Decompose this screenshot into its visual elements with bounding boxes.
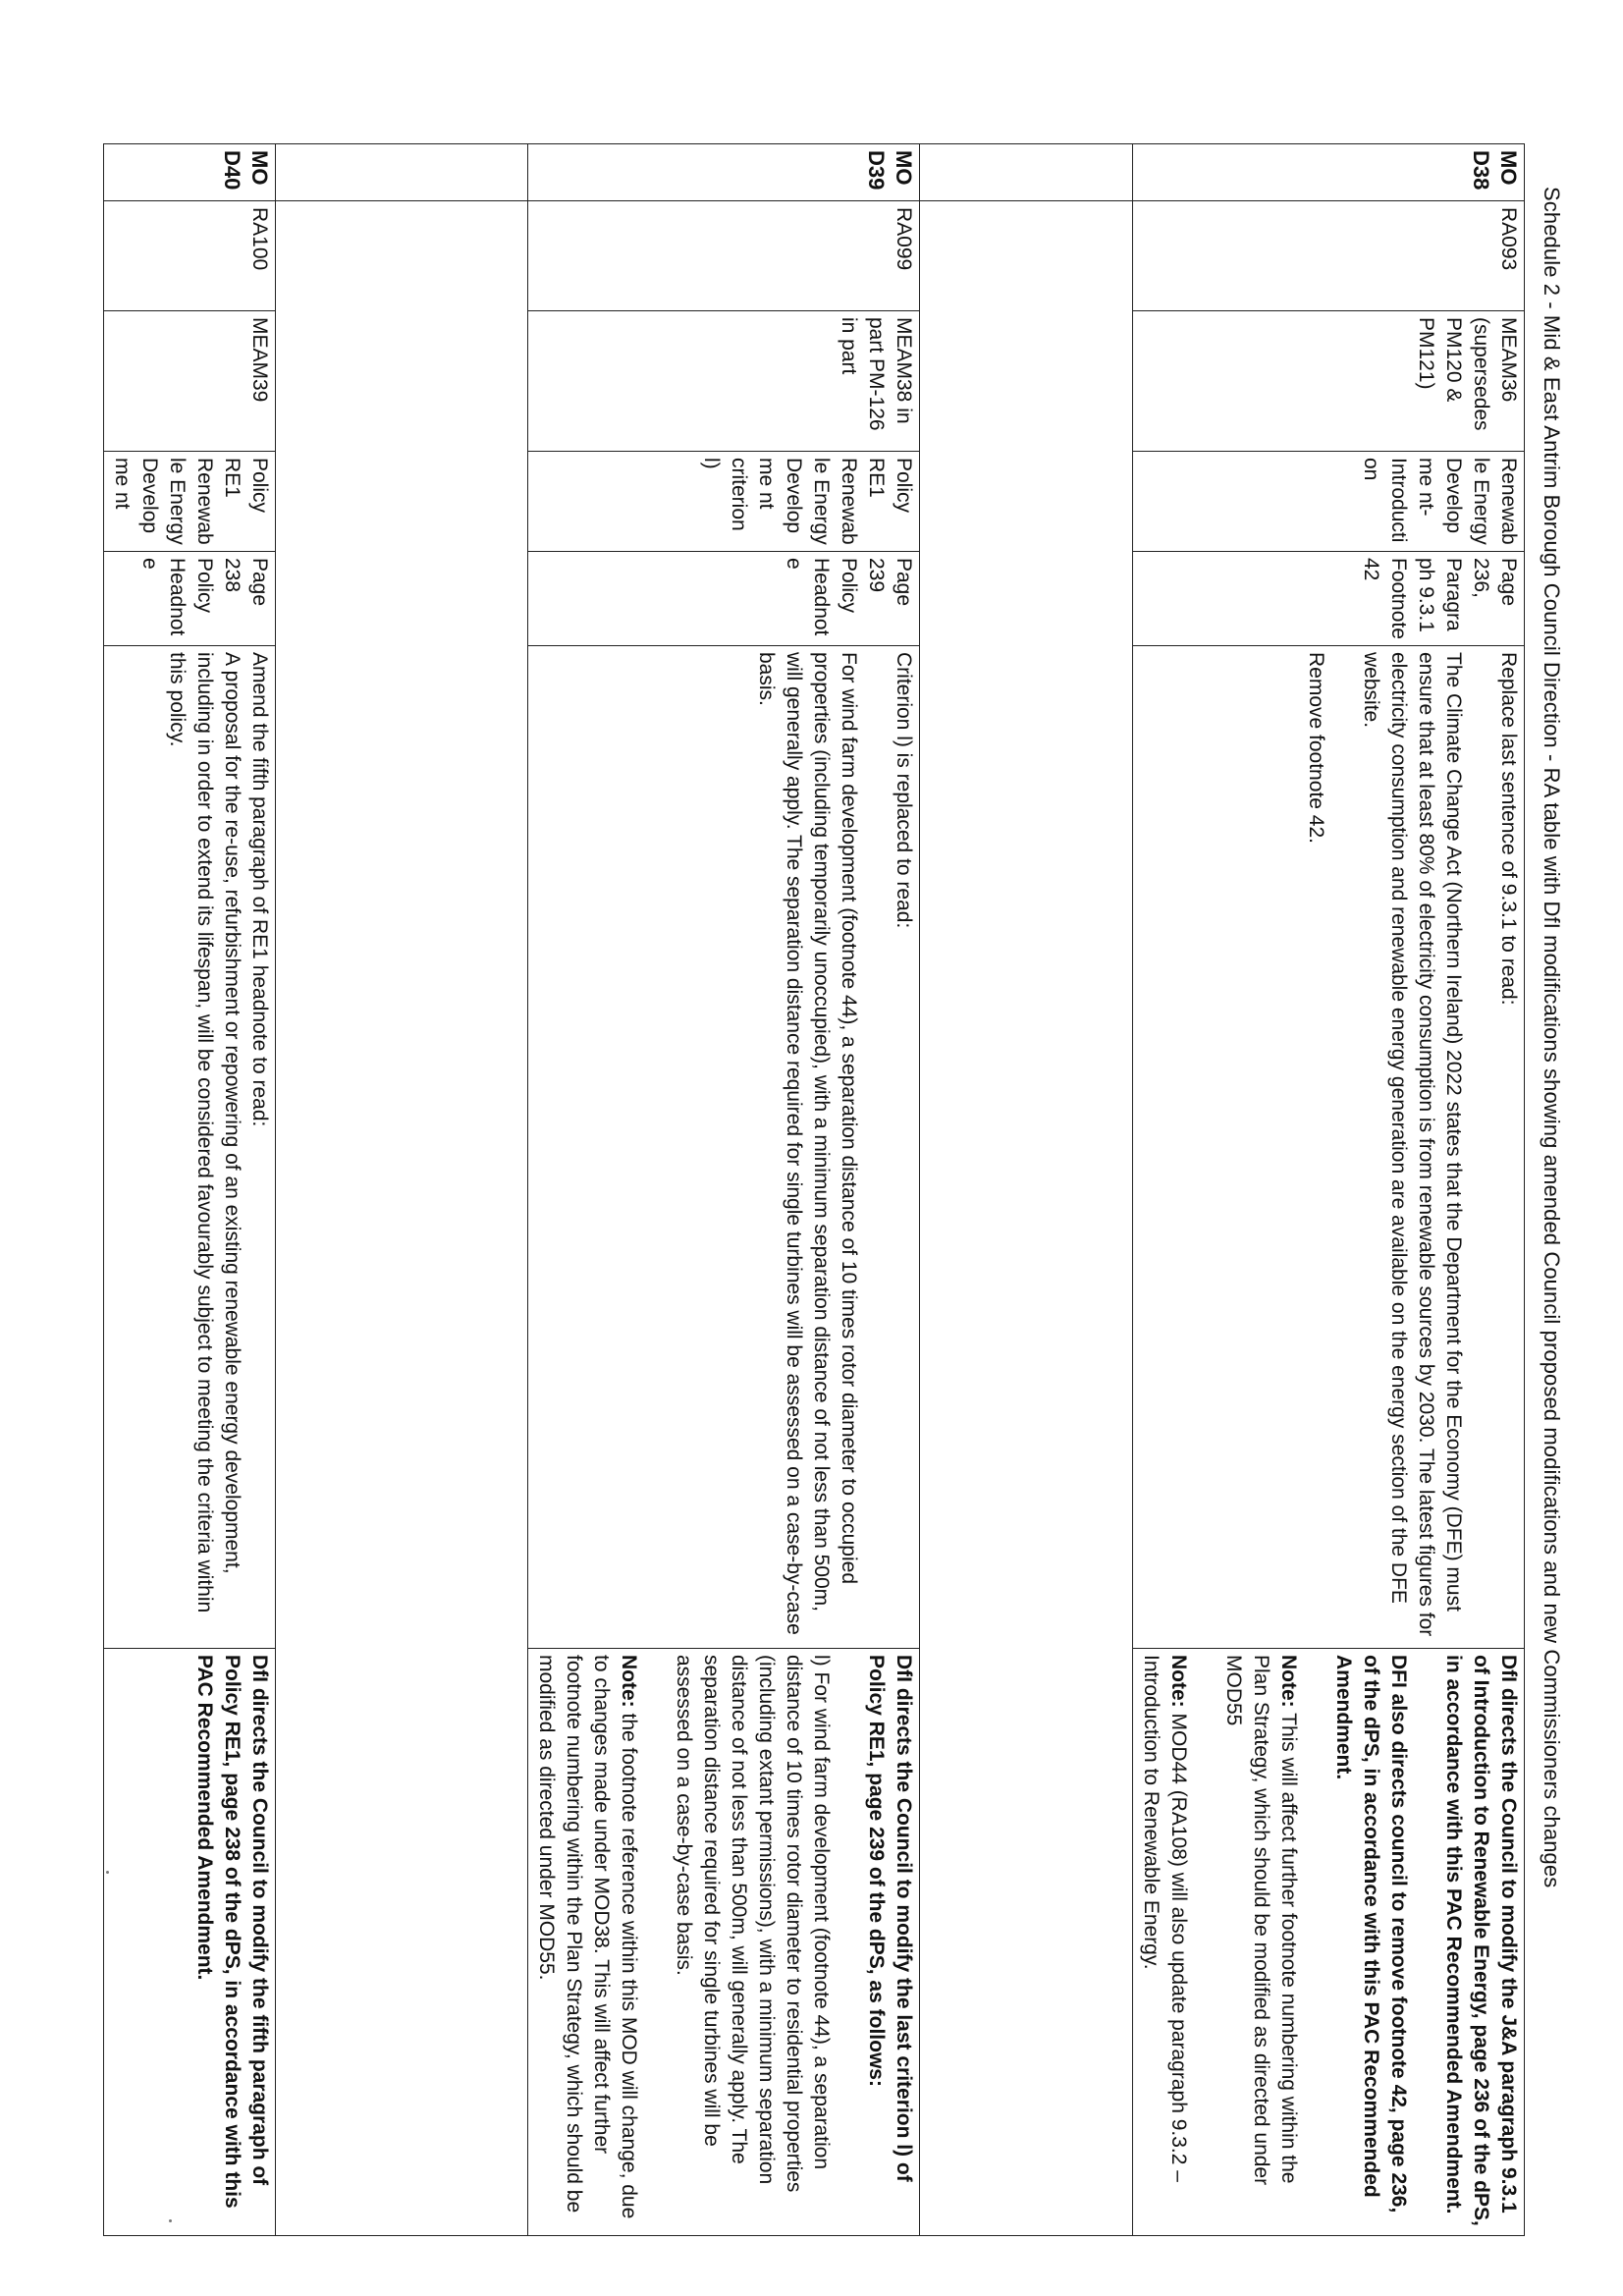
note [1137, 1655, 1192, 2229]
note [532, 1655, 642, 2229]
empty-cell [276, 201, 528, 2236]
change-paragraph: For wind farm development (footnote 44), a separation distance of 10 times rotor diameter to occupied properties (including temporarily unoccupied), with a minimum separation distance of not less than 500m, will generally apply. The separation distance required for single turbines will be assessed on a case-by-case basis. [755, 652, 860, 1635]
note-label: Note: [1167, 1655, 1190, 1708]
direction-body: l) For wind farm development (footnote 44), a separation distance of 10 times rotor diameter to residential properties (including extant permissions), with a minimum separation distance of not less than 500m, will generally apply. The separation distance required for single turbines will be assessed on a case-by-case basis. [673, 1655, 833, 2193]
directive: DFI also directs council to remove footnote 42, page 236, of the dPS, in accordance with this PAC Recommended Amendment. [1332, 1655, 1410, 2214]
ra-id: RA100 [104, 201, 276, 311]
change-paragraph: Remove footnote 42. [1305, 652, 1327, 844]
change-text [104, 646, 276, 1649]
scan-speck [169, 2219, 172, 2222]
note [1219, 1655, 1302, 2229]
change-paragraph: A proposal for the re-use, refurbishment or repowering of an existing renewable energy development, including in order to extend its lifespan, will be considered favourably subject to meeting the criteria within this policy. [166, 652, 243, 1613]
table-row [528, 144, 920, 2236]
direction-text [104, 1649, 276, 2236]
change-text [1133, 646, 1525, 1649]
change-paragraph: The Climate Change Act (Northern Ireland) 2022 states that the Department for the Economy (DFE) must ensure that at least 80% of electricity consumption is from renewable sources by 2030. The latest figures for electricity consumption and renewable energy generation are available on the energy section of the DFE website. [1360, 652, 1465, 1637]
note-text: the footnote reference within this MOD will change, due to changes made under MOD38. This will affect further footnote numbering within the Plan Strategy, which should be modified as directed under MOD55. [535, 1655, 640, 2219]
table-row [104, 144, 276, 2236]
change-paragraph: Replace last sentence of 9.3.1 to read: [1497, 652, 1520, 1006]
policy-ref: Policy RE1 Renewable Energy Developme nt [104, 452, 276, 552]
change-paragraph: Amend the fifth paragraph of RE1 headnote to read: [248, 652, 271, 1127]
policy-ref: Renewable Energy Developme nt- Introduction [1133, 452, 1525, 552]
page-ref: Page 236, Paragraph 9.3.1 Footnote 42 [1133, 552, 1525, 646]
direction-text [528, 1649, 920, 2236]
meam-ref: MEAM39 [104, 311, 276, 452]
meam-ref: MEAM38 in part PM-126 in part [528, 311, 920, 452]
ra-id: RA093 [1133, 201, 1525, 311]
directive: DfI directs the Council to modify the fifth paragraph of Policy RE1, page 238 of the dPS, in accordance with this PAC Recommended Amendment. [193, 1655, 271, 2209]
direction-text [1133, 1649, 1525, 2236]
empty-cell [276, 144, 528, 201]
empty-cell [920, 201, 1133, 2236]
meam-ref: MEAM36 (supersedes PM120 & PM121) [1133, 311, 1525, 452]
table-row [1133, 144, 1525, 2236]
page-ref: Page 239 Policy Headnote [528, 552, 920, 646]
change-paragraph: Criterion l) is replaced to read: [893, 652, 915, 929]
note-label: Note: [618, 1655, 640, 1708]
empty-cell [920, 144, 1133, 201]
directive: DfI directs the Council to modify the last criterion l) of Policy RE1, page 239 of the dPS, as follows: [865, 1655, 915, 2182]
directive: DfI directs the Council to modify the J&A paragraph 9.3.1 of Introduction to Renewable Energy, page 236 of the dPS, in accordance with this PAC Recommended Amendment. [1442, 1655, 1520, 2226]
page-title: Schedule 2 - Mid & East Antrim Borough Council Direction - RA table with DfI modifications showing amended Council proposed modifications and new Commissioners changes [1540, 187, 1564, 1888]
ra-table [103, 143, 1525, 2236]
scan-speck [106, 1871, 109, 1874]
table-row-spacer [920, 144, 1133, 2236]
policy-ref: Policy RE1 Renewable Energy Developme nt criterion l) [528, 452, 920, 552]
table-row-spacer [276, 144, 528, 2236]
note-text: MOD44 (RA108) will also update paragraph 9.3.2 – Introduction to Renewable Energy. [1140, 1655, 1190, 2182]
mod-id: MOD40 [104, 144, 276, 201]
note-label: Note: [1277, 1655, 1300, 1708]
note-text: This will affect further footnote numbering within the Plan Strategy, which should be modified as directed under MOD55 [1222, 1655, 1300, 2186]
page-ref: Page 238 Policy Headnote [104, 552, 276, 646]
change-text [528, 646, 920, 1649]
mod-id: MOD39 [528, 144, 920, 201]
mod-id: MOD38 [1133, 144, 1525, 201]
ra-id: RA099 [528, 201, 920, 311]
